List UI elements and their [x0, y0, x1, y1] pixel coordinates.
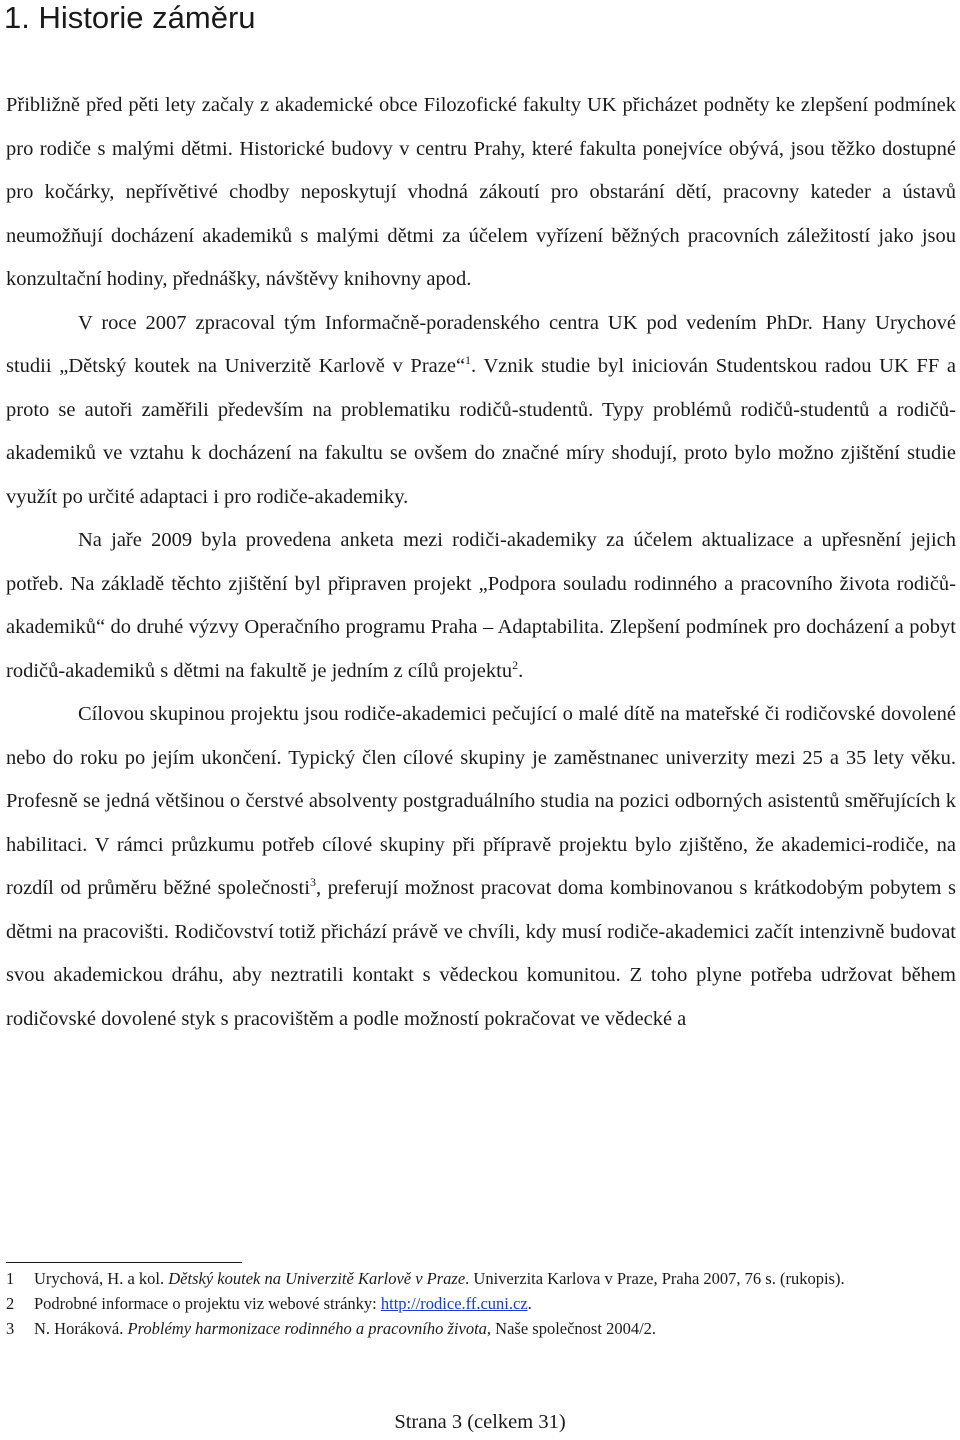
project-website-link[interactable]: http://rodice.ff.cuni.cz [380, 1294, 528, 1313]
footnote-number: 3 [6, 1319, 15, 1338]
paragraph-2-text-b: . Vznik studie byl iniciován Studentskou radou UK FF a proto se autoři zaměřili především na problematiku rodičů-studentů. Typy problémů rodičů-studentů a rodičů-akademiků ve vztahu k docházení na fakultu se ovšem do značné míry shodují, proto bylo možno zjištění studie využít po určité adaptaci i pro rodiče-akademiky. [6, 355, 957, 508]
page-number: Strana 3 (celkem 31) [394, 1411, 566, 1433]
footnote-text: . [527, 1294, 532, 1313]
paragraph-2 [6, 302, 956, 520]
footnote-text: , Naše společnost 2004/2. [486, 1319, 657, 1338]
footnote-text: N. Horáková. [34, 1319, 128, 1338]
footnote-number: 1 [6, 1269, 15, 1288]
paragraph-3-text-a: Na jaře 2009 byla provedena anketa mezi rodiči-akademiky za účelem aktualizace a upřesnění jejich potřeb. Na základě těchto zjištění byl připraven projekt „Podpora souladu rodinného a pracovního života rodičů-akademiků“ do druhé výzvy Operačního programu Praha – Adaptabilita. Zlepšení podmínek pro docházení a pobyt rodičů-akademiků s dětmi na fakultě je jedním z cílů projektu [6, 529, 956, 682]
footnote-separator [6, 1262, 242, 1263]
footnote-title: Dětský koutek na Univerzitě Karlově v Praze [168, 1269, 466, 1288]
footnote-number: 2 [6, 1294, 15, 1313]
footnote-text: Urychová, H. a kol. [34, 1269, 169, 1288]
paragraph-1: Přibližně před pěti lety začaly z akademické obce Filozofické fakulty UK přicházet podněty ke zlepšení podmínek pro rodiče s malými dětmi. Historické budovy v centru Prahy, které fakulta ponejvíce obývá, jsou těžko dostupné pro kočárky, nepřívětivé chodby neposkytují vhodná zákoutí pro obstarání dětí, pracovny kateder a ústavů neumožňují docházení akademiků s malými dětmi za účelem vyřízení běžných pracovních záležitostí jako jsou konzultační hodiny, přednášky, návštěvy knihovny apod. [6, 94, 956, 290]
paragraph-3-text-b: . [518, 659, 524, 682]
paragraph-4 [6, 693, 956, 1041]
footnote-ref-3: 3 [309, 875, 316, 889]
section-heading: 1. Historie záměru [4, 0, 256, 35]
paragraph-4-text-a: Cílovou skupinou projektu jsou rodiče-akademici pečující o malé dítě na mateřské či rodičovské dovolené nebo do roku po jejím ukončení. Typický člen cílové skupiny je zaměstnanec univerzity mezi 25 a 35 lety věku. Profesně se jedná většinou o čerstvé absolventy postgraduálního studia na pozici odborných asistentů směřujících k habilitaci. V rámci průzkumu potřeb cílové skupiny při přípravě projektu bylo zjištěno, že akademici-rodiče, na rozdíl od průměru běžné společnosti [6, 703, 956, 899]
footnote-3 [6, 1316, 946, 1341]
paragraph-3 [6, 519, 956, 693]
footnote-ref-1: 1 [465, 353, 472, 367]
footnote-text: Podrobné informace o projektu viz webové stránky: [34, 1294, 381, 1313]
paragraph-2-text-a: V roce 2007 zpracoval tým Informačně-poradenského centra UK pod vedením PhDr. Hany Urychové studii „Dětský koutek na Univerzitě Karlově v Praze“ [6, 311, 956, 377]
body-text [6, 84, 956, 1041]
footnote-1 [6, 1266, 946, 1291]
footnote-2 [6, 1291, 946, 1316]
footnote-title: Problémy harmonizace rodinného a pracovního života [127, 1319, 487, 1338]
footnote-text: . Univerzita Karlova v Praze, Praha 2007, 76 s. (rukopis). [465, 1269, 845, 1288]
paragraph-4-text-b: , preferují možnost pracovat doma kombinovanou s krátkodobým pobytem s dětmi na pracovišti. Rodičovství totiž přichází právě ve chvíli, kdy musí rodiče-akademici začít intenzivně budovat svou akademickou dráhu, aby neztratili kontakt s vědeckou komunitou. Z toho plyne potřeba udržovat během rodičovské dovolené styk s pracovištěm a podle možností pokračovat ve vědecké a [6, 877, 956, 1030]
footnote-ref-2: 2 [512, 657, 519, 672]
footnotes [6, 1266, 946, 1341]
